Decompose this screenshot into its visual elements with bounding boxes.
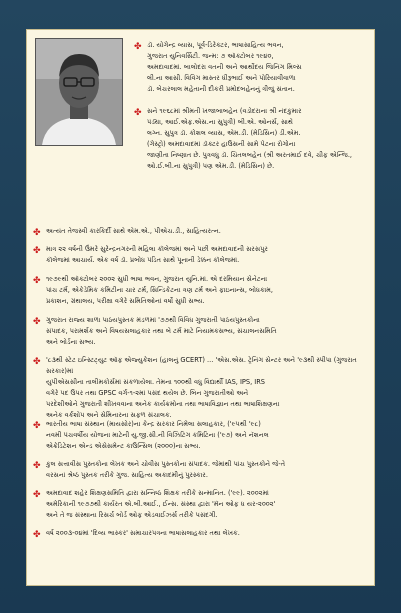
author-portrait-image: [36, 39, 122, 145]
bio-paragraph-2: સને ૧૯૬૮માં શ્રીમતી ખજાબાબહેન (વડોદરાના શ્રી નંદકુમાર પંડ્યા, આઈ.એફ.એસ.ના સુપુત્રી) બી.એ. ઓનર્સ, સાથે લગ્ન. સુપુત્ર ડૉ. કોશલ વ્યાસ, એમ.ડી. (મેડિસિન) ડી.એમ. (ગેસ્ટ્રો) અમદાવાદમાં ડૉક્ટર હાઉસની સામે પેટના રોગોના જાણીતા નિષ્ણાત છે. પુત્રવધુ ડૉ. ચિંતલબહેન (શ્રી અરતમાઈ દવે, ચીફ એન્જિ., ઓ.ઈ.બી.ના સુપુત્રી) પણ એમ.ડી. (મેડિસિન) છે.: [147, 107, 353, 171]
bullet-icon: ✤: [134, 108, 142, 118]
bio-paragraph-6: ગુજરાત રાજ્ય શાળા પાઠયપુસ્તક મંડળમાં '૭૭થી વિવિધ ગુજરાતી પાઠયપુસ્તકોના સંપાદક, પરામર્શક અને વિષયસલાહકાર તથા બે ટર્મ માટે નિયામકસભ્ય, સંચાલનસમિતિ અને બોર્ડના સભ્ય.: [46, 316, 277, 347]
bio-paragraph-8: ભારતીય ભાષા સંસ્થાન (માયસોર)ના કેન્દ્ર સરકાર નિમેલા સલાહકાર, ('૯૫થી '૯૮) નવમી પંચવર્ષીય યોજના માટેની યુ.જી.સી.ની વિઝિટિંગ કમિટિના ('૯૭) અને નૅશનલ એક્રેડિટેશન એન્ડ એસેસમેન્ટ કાઉન્સિલ (૨૦૦૦)ના સભ્ય.: [46, 420, 269, 451]
bullet-icon: ✤: [33, 228, 41, 238]
bullet-icon: ✤: [33, 357, 41, 367]
bio-paragraph-10: અમદાવાદ શહેર શિક્ષણસમિતિ દ્વારા સન્નિષ્ઠ શિક્ષક તરીકે સન્માનિત. ('૯૯). ૨૦૦૨માં અમેરિકાની ૧૯૭૭થી કાર્યરત એ.બી.આઈ., ઈન્સ. સંસ્થા દ્વારા 'મૅન ઓફ ધ યર-૨૦૦૨' અને તે જ સંસ્થાના રિસર્ચ બોર્ડ ઓફ એડવાઈઝર્સ તરીકે પસંદગી.: [46, 489, 276, 520]
bullet-icon: ✤: [134, 42, 142, 52]
bio-paragraph-7: '૮૩થી સ્ટેટ ઇન્સ્ટિટ્યુટ ઑફ એજ્યુકેશન (હાલનું GCERT) ... 'એસ.એસ. ટ્રેનિંગ સેન્ટર અને '૯૩થી સ્પીપા (ગુજરાત સરકાર)માં યુપીએસસીના તાલીમકોર્સમાં સંકળાયેલા. તેમના ૧૦૦થી વધુ વિદ્યાર્થી IAS, IPS, IRS વગેરે પદ ઉપર તથા GPSC વર્ગ-૧-૨માં પસંદ થયેલ છે. બિન ગુજરાતીઓ અને પરદેશીઓને ગુજરાતી શીખવવાના અનેક કાર્યક્રમોના તથા ભાષાવિજ્ઞાન તથા ભાષાશિક્ષણના અનેક વર્કશોપ અને સેમિનારના સફળ સંચાલક.: [46, 356, 357, 420]
bio-paragraph-5: ૧૯૭૯થી ઑક્ટોબર ૨૦૦૨ સુધી ભાષા ભવન, ગુજરાત યુનિ.માં. એ દરમિયાન સેનેટના પાંચ ટર્મ, એકેડેમિક કમિટીના ચાર ટર્મ, સિન્ડિકેટના ત્રણ ટર્મ અને ફાઇનાન્સ, બોધકામ, પ્રકાશન, ગ્રંથાલય, પરીક્ષા વગેરે સમિતિઓનાં વર્ષો સુધી સભ્ય.: [46, 275, 273, 306]
bio-paragraph-1: ડૉ. યોગેન્દ્ર વ્યાસ, પૂર્વ-ડિરેક્ટર, ભાષાસાહિત્ય ભવન, ગુજરાત યુનિવર્સિટી. જન્મ: ૭ ઑક્ટોબર ૧૯૪૦, અમદાવાદમાં. બાલોદરા વતની અને આર્થોદય જિનિંગ મિલ્સ લી.ના આસી. વિવિંગ માસ્તર ધીરૂભાઈ અને પોરિયાવીવાળા ડૉ. બેચરલાલ મહેતાની દીકરી પ્રમોદબહેનનું ત્રીજું સંતાન.: [147, 41, 302, 94]
bio-paragraph-3: અત્યંત તેજસ્વી કારકિર્દી સાથે એમ.એ., પીએચ.ડી., સાહિત્યરત્ન.: [46, 227, 221, 235]
biography-panel: [27, 30, 374, 585]
bullet-icon: ✤: [33, 276, 41, 286]
bullet-icon: ✤: [33, 246, 41, 256]
bio-paragraph-9: કુલ સત્તાવીસ પુસ્તકોના લેખક અને ચોવીસ પુસ્તકોના સંપાદક. જેમાંથી પાંચ પુસ્તકોને જે-તે વરસનાં શ્રેષ્ઠ પુસ્તક તરીકે ગુજ. સાહિત્ય અકાદમીનું પુરસ્કાર.: [46, 460, 286, 480]
bio-paragraph-4: માત્ર ૨૨ વર્ષની ઉંમરે સુરેન્દ્રનગરની મહિલા કૉલેજમાં અને પછી અમદાવાદની સરસપુર કૉલેજમાં આચાર્ય. એક વર્ષ ડૉ. પ્રબોધ પંડિત સાથે પૂનાની ડેક્કન કૉલેજમાં.: [46, 245, 268, 265]
bullet-icon: ✤: [33, 421, 41, 431]
author-photo: [35, 38, 123, 146]
bio-paragraph-11: વર્ષ ૨૦૦૩-૦૪માં 'દિવ્ય ભાસ્કર' સમાચારપત્રના ભાષાસલાહકાર તથા લેખક.: [46, 529, 240, 537]
bullet-icon: ✤: [33, 530, 41, 540]
bullet-icon: ✤: [33, 317, 41, 327]
bullet-icon: ✤: [33, 461, 41, 471]
bullet-icon: ✤: [33, 490, 41, 500]
